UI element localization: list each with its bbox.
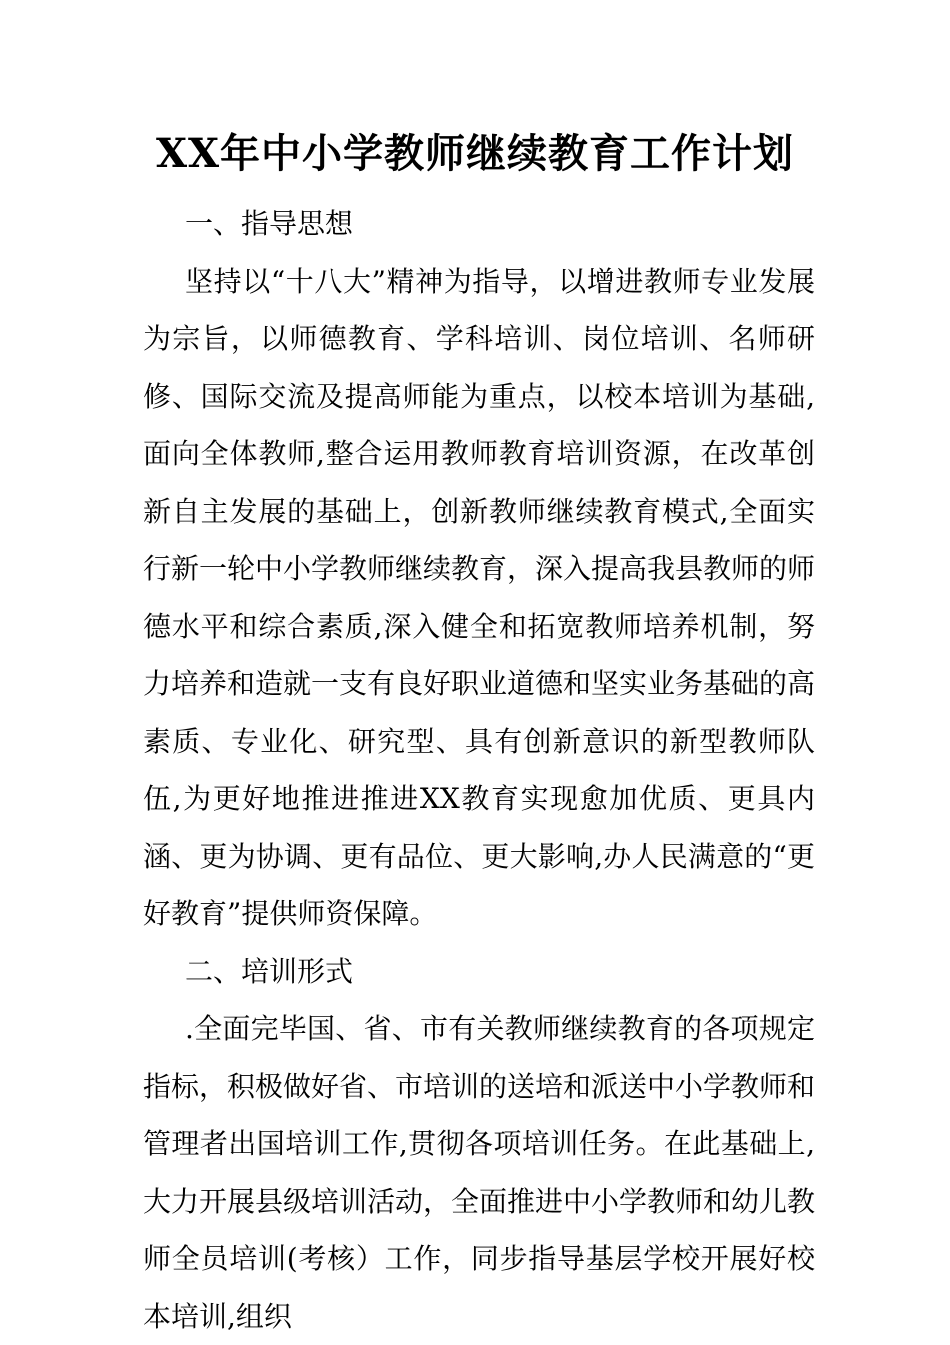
paragraph-training-form: .全面完毕国、省、市有关教师继续教育的各项规定指标，积极做好省、市培训的送培和派送中小学教师和管理者出国培训工作,贯彻各项培训任务。在此基础上,大力开展县级培训活动，全面推进中小学教师和幼儿教师全员培训(考核）工作，同步指导基层学校开展好校本培训,组织	[143, 1012, 816, 1333]
section-heading-training-form: 二、培训形式	[185, 954, 354, 988]
document-body	[143, 195, 815, 1345]
paragraph-guiding-ideology: 坚持以“十八大”精神为指导，以增进教师专业发展为宗旨，以师德教育、学科培训、岗位培训、名师研修、国际交流及提高师能为重点，以校本培训为基础,面向全体教师,整合运用教师教育培训资源，在改革创新自主发展的基础上，创新教师继续教育模式,全面实行新一轮中小学教师继续教育，深入提高我县教师的师德水平和综合素质,深入健全和拓宽教师培养机制，努力培养和造就一支有良好职业道德和坚实业务基础的高素质、专业化、研究型、具有创新意识的新型教师队伍,为更好地推进推进XX教育实现愈加优质、更具内涵、更为协调、更有品位、更大影响,办人民满意的“更好教育”提供师资保障。	[143, 264, 816, 930]
document-title: XX年中小学教师继续教育工作计划	[155, 130, 795, 177]
section-heading-guiding-ideology: 一、指导思想	[185, 207, 354, 240]
